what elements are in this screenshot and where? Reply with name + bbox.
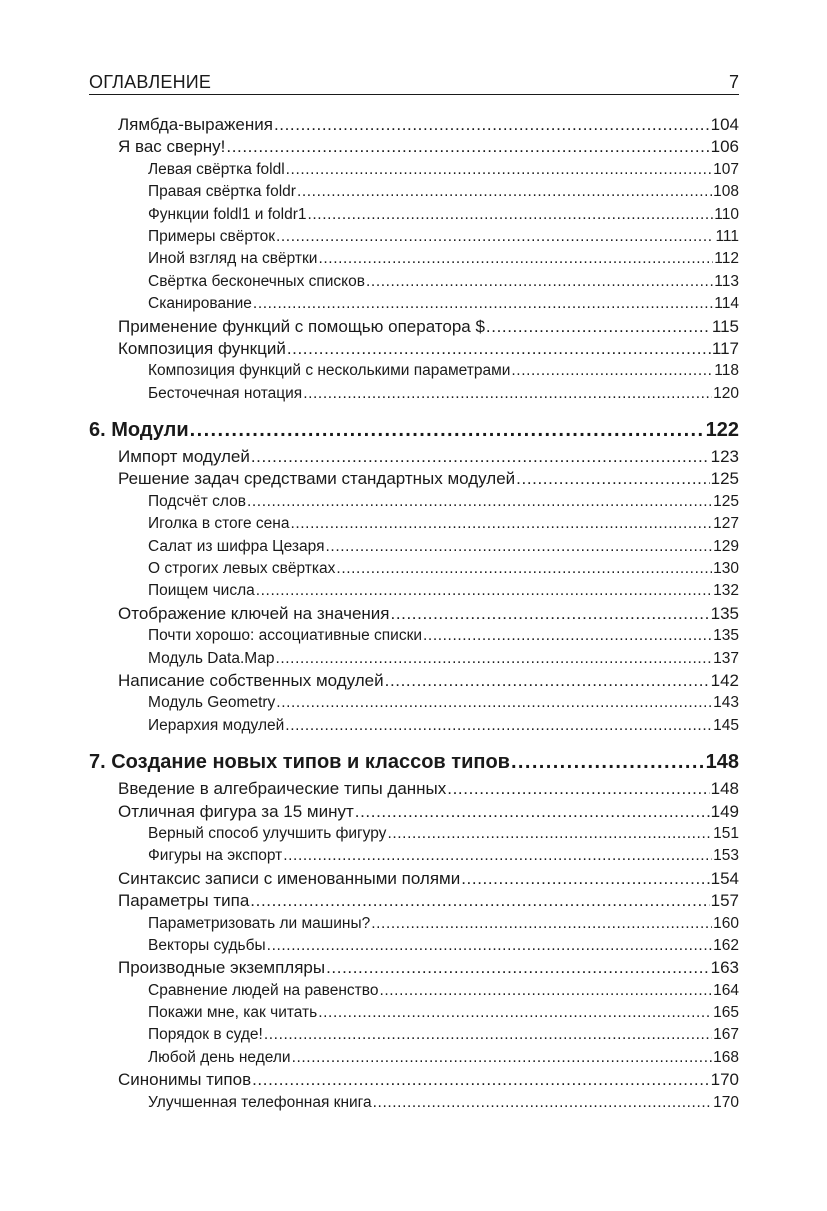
toc-entry-title: Синтаксис записи с именованными полями [118,868,461,888]
toc-subsection-entry [89,625,739,647]
dot-leader [253,293,713,315]
page-header [89,70,739,95]
toc-entry-page-number: 170 [713,1093,739,1111]
dot-leader [226,136,709,158]
dot-leader [326,957,710,979]
toc-subsection-entry [89,513,739,535]
toc-entry-page-number: 151 [713,824,739,842]
dot-leader [290,513,712,535]
toc-section-entry [89,801,739,823]
toc-subsection-entry [89,536,739,558]
dot-leader [285,715,712,737]
running-head-title: ОГЛАВЛЕНИЕ [89,72,212,92]
toc-entry-page-number: 117 [711,338,739,358]
toc-entry-page-number: 163 [710,958,739,978]
toc-entry-page-number: 115 [711,316,739,336]
toc-subsection-entry [89,204,739,226]
dot-leader [287,338,711,360]
toc-subsection-entry [89,293,739,315]
toc-entry-title: Введение в алгебраические типы данных [118,779,447,799]
toc-entry-page-number: 142 [710,670,739,690]
toc-section-entry [89,114,739,136]
toc-section-entry [89,446,739,468]
toc-entry-page-number: 137 [713,649,739,667]
toc-entry-title: Параметризовать ли машины? [148,914,371,932]
toc-entry-title: Сканирование [148,295,252,313]
toc-subsection-entry [89,935,739,957]
toc-subsection-entry [89,1002,739,1024]
toc-section-entry [89,1069,739,1091]
toc-entry-page-number: 168 [713,1048,739,1066]
toc-entry-title: Любой день недели [148,1048,291,1066]
toc-entry-title: Левая свёртка foldl [148,160,285,178]
dot-leader [511,747,705,778]
dot-leader [391,603,710,625]
toc-section-entry [89,136,739,158]
dot-leader [511,360,713,382]
dot-leader [326,536,713,558]
toc-subsection-entry [89,715,739,737]
page-number: 7 [728,72,739,92]
toc-entry-title: Фигуры на экспорт [148,847,283,865]
toc-entry-title: Решение задач средствами стандартных модулей [118,469,516,489]
dot-leader [318,248,713,270]
toc-subsection-entry [89,491,739,513]
toc-entry-title: Отличная фигура за 15 минут [118,801,354,821]
dot-leader [247,491,712,513]
toc-subsection-entry [89,1092,739,1114]
toc-subsection-entry [89,913,739,935]
dot-leader [373,1092,713,1114]
dot-leader [274,114,710,136]
toc-entry-page-number: 122 [705,419,739,442]
toc-chapter-entry [89,415,739,446]
toc-entry-page-number: 154 [710,868,739,888]
toc-entry-page-number: 132 [713,582,739,600]
toc-entry-page-number: 123 [710,447,739,467]
toc-section-entry [89,670,739,692]
table-of-contents [89,114,739,1114]
toc-subsection-entry [89,248,739,270]
toc-entry-title: Иной взгляд на свёртки [148,250,318,268]
toc-entry-page-number: 120 [713,384,739,402]
toc-subsection-entry [89,360,739,382]
toc-subsection-entry [89,580,739,602]
dot-leader [366,271,713,293]
toc-chapter-entry [89,747,739,778]
toc-section-entry [89,868,739,890]
toc-entry-page-number: 125 [710,469,739,489]
toc-entry-title: Улучшенная телефонная книга [148,1093,372,1111]
toc-entry-title: Верный способ улучшить фигуру [148,824,387,842]
dot-leader [251,446,710,468]
toc-entry-title: Композиция функций [118,338,286,358]
toc-entry-page-number: 114 [714,295,739,313]
toc-entry-page-number: 135 [710,603,739,623]
toc-entry-title: Поищем числа [148,582,255,600]
toc-subsection-entry [89,159,739,181]
toc-entry-title: О строгих левых свёртках [148,560,336,578]
dot-leader [292,1047,713,1069]
dot-leader [423,625,712,647]
dot-leader [336,558,712,580]
toc-entry-page-number: 130 [713,560,739,578]
toc-entry-page-number: 129 [713,537,739,555]
toc-subsection-entry [89,648,739,670]
dot-leader [516,468,709,490]
toc-entry-page-number: 127 [713,515,739,533]
dot-leader [190,415,705,446]
toc-subsection-entry [89,383,739,405]
dot-leader [371,913,712,935]
dot-leader [461,868,709,890]
dot-leader [303,383,712,405]
toc-section-entry [89,316,739,338]
dot-leader [283,845,712,867]
toc-entry-page-number: 111 [715,227,739,245]
toc-entry-title: Синонимы типов [118,1070,252,1090]
toc-entry-title: Векторы судьбы [148,936,266,954]
toc-entry-title: Лямбда-выражения [118,115,273,134]
toc-entry-page-number: 110 [714,205,739,223]
toc-entry-title: Модуль Geometry [148,694,276,712]
toc-entry-title: Бесточечная нотация [148,384,303,402]
toc-entry-title: Салат из шифра Цезаря [148,537,325,555]
toc-entry-title: Импорт модулей [118,447,250,467]
dot-leader [256,580,712,602]
toc-entry-title: 6. Модули [89,419,189,442]
toc-entry-title: Я вас сверну! [118,137,226,157]
toc-entry-page-number: 153 [713,847,739,865]
toc-section-entry [89,603,739,625]
toc-subsection-entry [89,226,739,248]
dot-leader [267,935,712,957]
toc-entry-page-number: 164 [713,981,739,999]
dot-leader [385,670,710,692]
toc-entry-page-number: 149 [710,801,739,821]
toc-entry-title: Применение функций с помощью оператора $ [118,316,485,336]
toc-subsection-entry [89,271,739,293]
toc-entry-page-number: 143 [713,694,739,712]
toc-entry-title: Иерархия модулей [148,716,285,734]
dot-leader [276,226,714,248]
toc-subsection-entry [89,692,739,714]
toc-entry-title: Отображение ключей на значения [118,603,390,623]
toc-entry-page-number: 162 [713,936,739,954]
toc-entry-page-number: 167 [713,1026,739,1044]
toc-entry-title: Порядок в суде! [148,1026,263,1044]
toc-subsection-entry [89,181,739,203]
toc-entry-page-number: 160 [713,914,739,932]
toc-entry-page-number: 145 [713,716,739,734]
toc-entry-page-number: 135 [713,627,739,645]
toc-entry-title: Модуль Data.Map [148,649,275,667]
toc-subsection-entry [89,1024,739,1046]
dot-leader [486,316,711,338]
dot-leader [307,204,713,226]
toc-entry-title: Сравнение людей на равенство [148,981,379,999]
dot-leader [275,648,712,670]
toc-entry-page-number: 104 [710,115,739,134]
toc-entry-page-number: 112 [714,250,739,268]
toc-entry-title: Покажи мне, как читать [148,1004,318,1022]
toc-subsection-entry [89,1047,739,1069]
toc-entry-page-number: 118 [714,362,739,380]
toc-entry-title: Производные экземпляры [118,958,326,978]
toc-section-entry [89,957,739,979]
toc-entry-title: Свёртка бесконечных списков [148,272,365,290]
toc-entry-title: Написание собственных модулей [118,670,384,690]
dot-leader [297,181,712,203]
toc-entry-page-number: 107 [713,160,739,178]
dot-leader [447,778,709,800]
dot-leader [276,692,712,714]
dot-leader [252,1069,710,1091]
toc-entry-title: 7. Создание новых типов и классов типов [89,751,510,774]
toc-entry-title: Почти хорошо: ассоциативные списки [148,627,423,645]
toc-entry-title: Иголка в стоге сена [148,515,290,533]
toc-entry-title: Правая свёртка foldr [148,183,296,201]
toc-entry-page-number: 113 [714,272,739,290]
dot-leader [379,980,712,1002]
toc-entry-page-number: 108 [713,183,739,201]
toc-section-entry [89,338,739,360]
toc-entry-page-number: 125 [713,492,739,510]
toc-entry-title: Параметры типа [118,891,250,911]
toc-entry-title: Композиция функций с несколькими параметрами [148,362,511,380]
toc-subsection-entry [89,558,739,580]
toc-entry-page-number: 157 [710,891,739,911]
toc-section-entry [89,778,739,800]
toc-subsection-entry [89,823,739,845]
toc-entry-page-number: 165 [713,1004,739,1022]
dot-leader [318,1002,712,1024]
toc-entry-page-number: 148 [710,779,739,799]
dot-leader [264,1024,712,1046]
toc-section-entry [89,890,739,912]
toc-entry-title: Подсчёт слов [148,492,246,510]
toc-entry-title: Примеры свёрток [148,227,275,245]
toc-entry-page-number: 148 [705,751,739,774]
toc-entry-title: Функции foldl1 и foldr1 [148,205,307,223]
dot-leader [355,801,710,823]
dot-leader [387,823,712,845]
toc-entry-page-number: 106 [710,137,739,157]
toc-section-entry [89,468,739,490]
toc-subsection-entry [89,980,739,1002]
dot-leader [286,159,712,181]
toc-subsection-entry [89,845,739,867]
toc-entry-page-number: 170 [710,1070,739,1090]
dot-leader [250,890,709,912]
